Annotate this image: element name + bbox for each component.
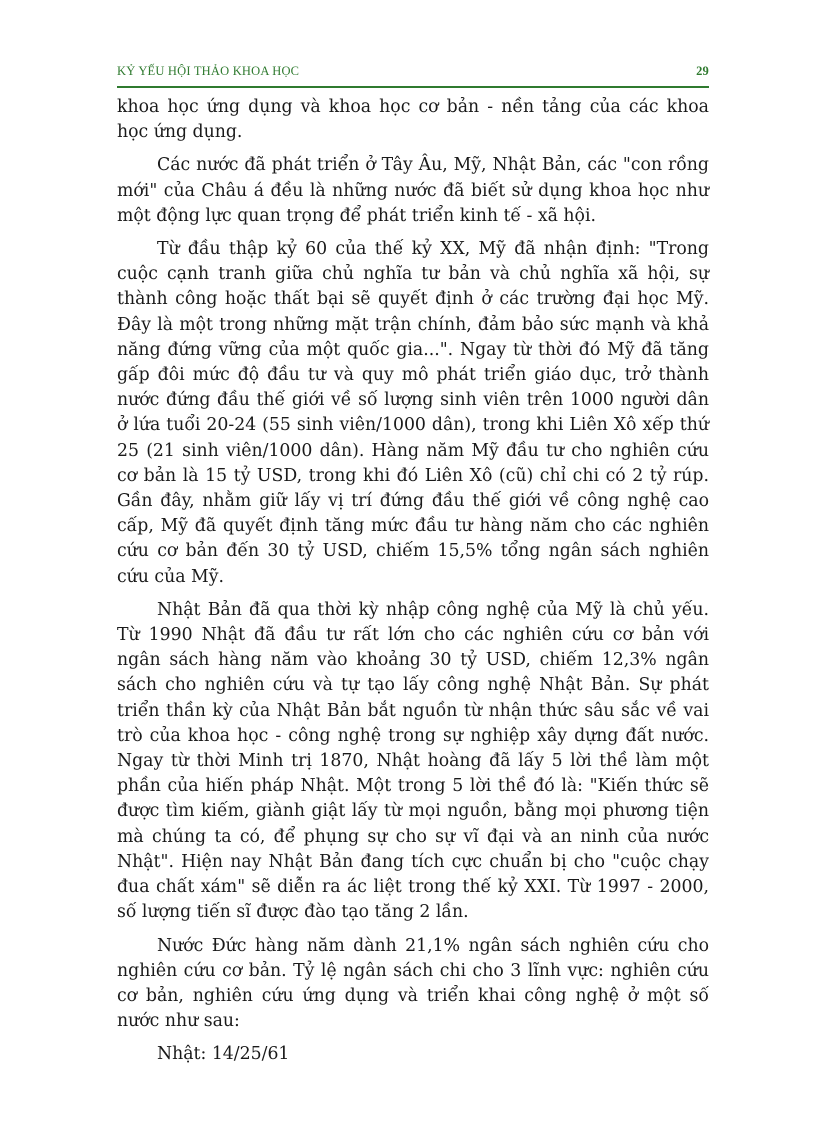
paragraph-germany: Nước Đức hàng năm dành 21,1% ngân sách nghiên cứu cho nghiên cứu cơ bản. Tỷ lệ ngân sách chi cho 3 lĩnh vực: nghiên cứu cơ bản, nghiên cứu ứng dụng và triển khai công nghệ ở một số nước như sau: xyxy=(117,935,709,1032)
paragraph-developed-countries: Các nước đã phát triển ở Tây Âu, Mỹ, Nhật Bản, các "con rồng mới" của Châu á đều là những nước đã biết sử dụng khoa học như một động lực quan trọng để phát triển kinh tế - xã hội. xyxy=(117,155,709,226)
paragraph-japan-ratio: Nhật: 14/25/61 xyxy=(157,1044,290,1065)
running-title: KỶ YẾU HỘI THẢO KHOA HỌC xyxy=(117,64,300,78)
page-number: 29 xyxy=(696,64,709,78)
paragraph-usa: Từ đầu thập kỷ 60 của thế kỷ XX, Mỹ đã nhận định: "Trong cuộc cạnh tranh giữa chủ nghĩa tư bản và chủ nghĩa xã hội, sự thành công hoặc thất bại sẽ quyết định ở các trường đại học Mỹ. Đây là một trong những mặt trận chính, đảm bảo sức mạnh và khả năng đứng vững của một quốc gia...". Ngay từ thời đó Mỹ đã tăng gấp đôi mức độ đầu tư và quy mô phát triển giáo dục, trở thành nước đứng đầu thế giới về số lượng sinh viên trên 1000 người dân ở lứa tuổi 20-24 (55 sinh viên/1000 dân), trong khi Liên Xô xếp thứ 25 (21 sinh viên/1000 dân). Hàng năm Mỹ đầu tư cho nghiên cứu cơ bản là 15 tỷ USD, trong khi đó Liên Xô (cũ) chỉ chi có 2 tỷ rúp. Gần đây, nhằm giữ lấy vị trí đứng đầu thế giới về công nghệ cao cấp, Mỹ đã quyết định tăng mức đầu tư hàng năm cho các nghiên cứu cơ bản đến 30 tỷ USD, chiếm 15,5% tổng ngân sách nghiên cứu của Mỹ. xyxy=(117,239,709,587)
header-divider xyxy=(117,86,709,88)
page-header xyxy=(117,64,709,84)
paragraph-japan: Nhật Bản đã qua thời kỳ nhập công nghệ của Mỹ là chủ yếu. Từ 1990 Nhật đã đầu tư rất lớn cho các nghiên cứu cơ bản với ngân sách hàng năm vào khoảng 30 tỷ USD, chiếm 12,3% ngân sách cho nghiên cứu và tự tạo lấy công nghệ Nhật Bản. Sự phát triển thần kỳ của Nhật Bản bắt nguồn từ nhận thức sâu sắc về vai trò của khoa học - công nghệ trong sự nghiệp xây dựng đất nước. Ngay từ thời Minh trị 1870, Nhật hoàng đã lấy 5 lời thề làm một phần của hiến pháp Nhật. Một trong 5 lời thề đó là: "Kiến thức sẽ được tìm kiếm, giành giật lấy từ mọi nguồn, bằng mọi phương tiện mà chúng ta có, để phụng sự cho sự vĩ đại và an ninh của nước Nhật". Hiện nay Nhật Bản đang tích cực chuẩn bị cho "cuộc chạy đua chất xám" sẽ diễn ra ác liệt trong thế kỷ XXI. Từ 1997 - 2000, số lượng tiến sĩ được đào tạo tăng 2 lần. xyxy=(117,599,709,923)
body-text xyxy=(117,95,709,1076)
paragraph-continuation: khoa học ứng dụng và khoa học cơ bản - nền tảng của các khoa học ứng dụng. xyxy=(117,97,709,143)
